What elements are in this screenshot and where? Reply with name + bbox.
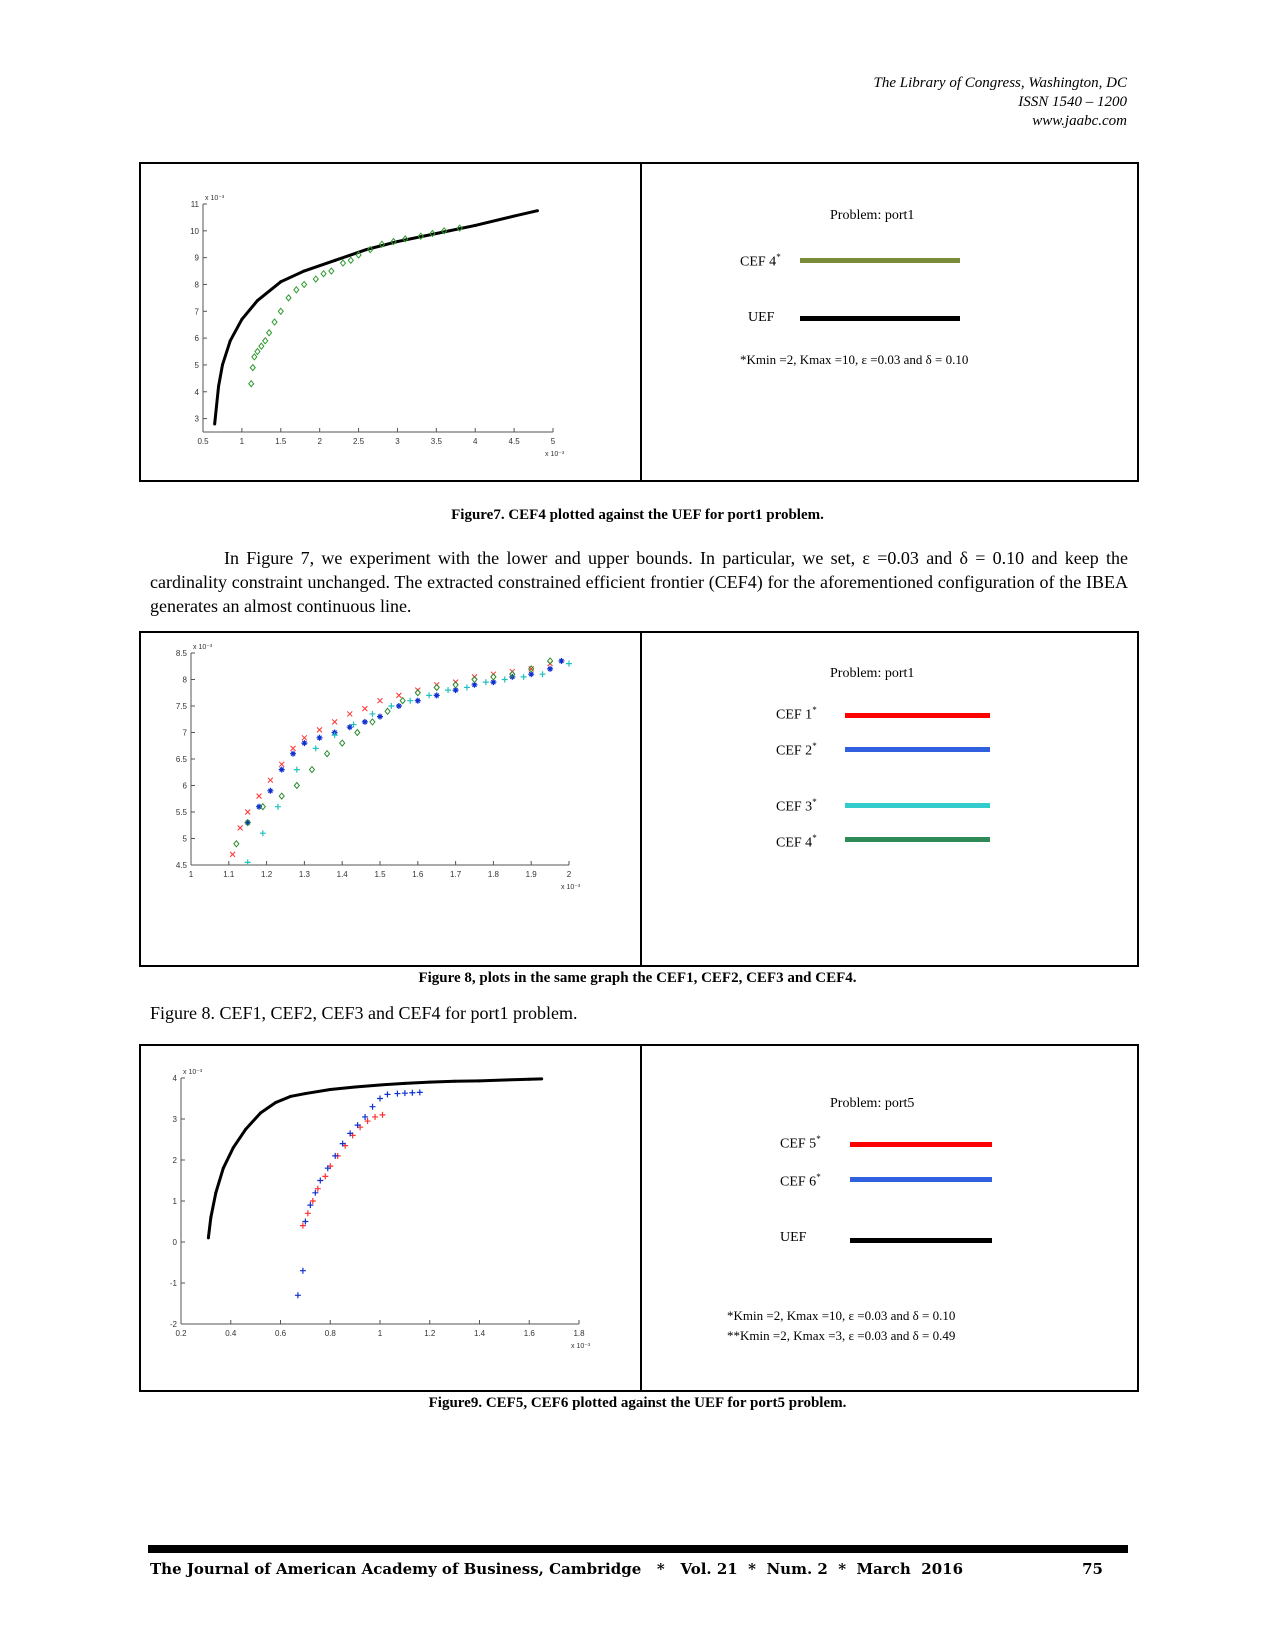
figure9-legend	[642, 1046, 1137, 1390]
fig8-series-cef1-point	[347, 711, 352, 716]
figure7-legend-cef4-swatch	[800, 258, 960, 263]
fig7-x-tick-label: 4	[472, 437, 478, 446]
journal-header	[873, 74, 1127, 131]
figure9-box	[139, 1044, 1139, 1392]
fig8-series-cef4-point	[370, 719, 375, 725]
footer-rule	[148, 1545, 1128, 1553]
fig7-series-cef4-point	[272, 319, 277, 325]
fig8-series-cef2-point	[415, 698, 421, 704]
fig8-series-cef4-point	[400, 698, 405, 704]
fig9-x-tick-label: 0.6	[274, 1329, 287, 1338]
fig8-series-cef3-point	[369, 711, 375, 717]
fig9-series-uef-point	[222, 1167, 225, 1170]
fig9-series-cef6-point	[370, 1104, 376, 1110]
figure7-note: *Kmin =2, Kmax =10, ε =0.03 and δ = 0.10	[740, 352, 969, 367]
fig8-series-cef3-point	[445, 687, 451, 693]
fig9-x-tick-label: 1.6	[523, 1329, 535, 1338]
fig7-series-uef-point	[217, 385, 220, 388]
figure9-legend-cef5-swatch	[850, 1142, 992, 1147]
fig9-x-tick-label: 1	[377, 1329, 383, 1338]
header-line-3: www.jaabc.com	[1032, 113, 1127, 129]
fig9-series-uef-point	[274, 1101, 277, 1104]
fig8-series-cef1-point	[396, 693, 401, 698]
fig9-series-uef-point	[403, 1082, 406, 1085]
fig8-series-cef1-point	[230, 852, 235, 857]
fig8-y-tick-label: 5.5	[175, 808, 187, 817]
footer-journal: The Journal of American Academy of Business, Cambridge * Vol. 21 * Num. 2 * March 2016	[150, 1560, 964, 1578]
fig9-x-tick-label: 0.4	[225, 1329, 237, 1338]
fig8-series-cef2-point	[547, 666, 553, 672]
figure8-legend	[642, 633, 1137, 965]
figure7-caption: Figure7. CEF4 plotted against the UEF for port1 problem.	[451, 507, 824, 523]
fig8-series-cef1-point	[378, 698, 383, 703]
fig7-series-uef-point	[213, 422, 216, 425]
fig8-x-tick-label: 1.7	[450, 870, 462, 879]
fig9-series-uef-line	[208, 1079, 541, 1238]
fig9-x-tick-label: 1.8	[573, 1329, 585, 1338]
fig7-x-tick-label: 1.5	[275, 437, 287, 446]
fig7-y-tick-label: 11	[190, 200, 199, 209]
fig9-series-cef6-point	[317, 1178, 323, 1184]
fig7-y-tick-label: 5	[194, 360, 199, 370]
figure8-legend-cef3: CEF 3*	[776, 797, 817, 815]
fig8-x-tick-label: 1.3	[298, 870, 310, 879]
fig8-y-tick-label: 6.5	[175, 755, 187, 764]
figure7-legend-uef: UEF	[748, 310, 775, 325]
figure9-legend-cef6-swatch	[850, 1177, 992, 1182]
fig8-series-cef2-point	[434, 692, 440, 698]
fig9-y-multiplier: x 10⁻³	[183, 1069, 203, 1076]
fig8-series-cef2-point	[279, 767, 285, 773]
fig7-x-tick-label: 0.5	[197, 437, 209, 446]
fig8-series-cef1-point	[362, 706, 367, 711]
figure8-legend-cef4-swatch	[845, 837, 990, 842]
figure9-legend-uef-swatch	[850, 1238, 992, 1243]
fig8-series-cef1-point	[279, 762, 284, 767]
figure8-box	[139, 631, 1139, 967]
fig7-series-cef4-point	[294, 287, 299, 293]
fig8-series-cef4-point	[325, 751, 330, 757]
fig7-series-uef-line	[215, 211, 538, 424]
fig9-series-uef-point	[354, 1086, 357, 1089]
figure8-plot	[141, 633, 640, 965]
fig8-series-cef3-point	[566, 661, 572, 667]
figure8-caption: Figure 8, plots in the same graph the CEF1, CEF2, CEF3 and CEF4.	[418, 970, 857, 986]
body-paragraph-text: In Figure 7, we experiment with the lower and upper bounds. In particular, we set, ε =0.03 and δ = 0.10 and keep the cardinality constraint unchanged. The extracted constrained efficient frontier (CEF4) for the aforementioned configuration of the IBEA generates an almost continuous line.	[150, 548, 1128, 616]
fig8-series-cef2-point	[267, 788, 273, 794]
figure8-legend-cef2: CEF 2*	[776, 741, 817, 759]
fig8-series-cef3-point	[294, 767, 300, 773]
fig9-x-multiplier: x 10⁻³	[571, 1343, 591, 1350]
fig9-y-tick-label: -1	[169, 1279, 177, 1288]
figure7-problem-label: Problem: port1	[830, 208, 915, 223]
fig7-series-cef4-point	[302, 281, 307, 287]
fig9-series-uef-point	[214, 1191, 217, 1194]
figure7-box	[139, 162, 1139, 482]
figure9-legend-cef5: CEF 5*	[780, 1134, 821, 1152]
fig7-series-uef-point	[303, 270, 306, 273]
fig7-x-tick-label: 4.5	[508, 437, 520, 446]
fig7-x-tick-label: 3	[395, 437, 400, 446]
figure9-problem-label: Problem: port5	[830, 1096, 915, 1111]
fig7-x-tick-label: 1	[239, 437, 245, 446]
fig7-series-cef4-point	[267, 330, 272, 336]
fig9-series-cef5-point	[305, 1210, 311, 1216]
fig7-x-tick-label: 2	[317, 437, 322, 446]
fig9-series-uef-point	[379, 1083, 382, 1086]
fig7-series-cef4-point	[252, 354, 257, 360]
fig8-series-cef4-point	[279, 793, 284, 799]
fig9-y-tick-label: 1	[172, 1197, 177, 1206]
fig8-series-cef1-point	[245, 810, 250, 815]
fig8-series-cef1-point	[238, 825, 243, 830]
fig7-y-tick-label: 9	[194, 253, 199, 263]
fig7-series-cef4-point	[341, 260, 346, 266]
fig9-series-uef-point	[244, 1128, 247, 1131]
fig9-series-uef-point	[289, 1095, 292, 1098]
fig8-x-tick-label: 1.5	[374, 870, 386, 879]
fig8-series-cef3-point	[426, 692, 432, 698]
figure9-legend-uef: UEF	[780, 1230, 807, 1245]
fig9-series-uef-point	[259, 1111, 262, 1114]
fig9-series-uef-point	[540, 1077, 543, 1080]
header-line-1: The Library of Congress, Washington, DC	[873, 75, 1127, 91]
fig8-series-cef2-point	[256, 804, 262, 810]
fig8-y-tick-label: 7.5	[175, 702, 187, 711]
fig7-x-tick-label: 2.5	[352, 437, 365, 446]
fig8-x-tick-label: 1.2	[261, 870, 273, 879]
fig9-x-tick-label: 0.8	[324, 1329, 336, 1338]
fig8-series-cef1-point	[291, 746, 296, 751]
fig8-series-cef3-point	[483, 679, 489, 685]
fig8-series-cef3-point	[313, 745, 319, 751]
fig7-x-tick-label: 3.5	[430, 437, 442, 446]
fig7-series-uef-point	[474, 224, 477, 227]
fig8-series-cef2-point	[377, 714, 383, 720]
fig8-series-cef4-point	[355, 730, 360, 736]
fig8-x-tick-label: 1	[188, 870, 194, 879]
fig8-y-tick-label: 8	[182, 675, 187, 685]
fig8-x-multiplier: x 10⁻³	[561, 884, 581, 891]
figure8-legend-cef4: CEF 4*	[776, 833, 817, 851]
fig7-series-cef4-point	[249, 381, 254, 387]
fig9-series-cef6-point	[409, 1090, 415, 1096]
fig7-y-tick-label: 7	[194, 307, 199, 317]
fig9-series-uef-point	[428, 1081, 431, 1084]
fig9-series-cef6-point	[402, 1090, 408, 1096]
fig7-series-uef-point	[279, 280, 282, 283]
fig9-y-tick-label: 3	[172, 1115, 177, 1124]
fig7-series-cef4-point	[321, 271, 326, 277]
fig8-x-tick-label: 1.1	[223, 870, 235, 879]
figure8-subcaption: Figure 8. CEF1, CEF2, CEF3 and CEF4 for port1 problem.	[150, 1003, 578, 1023]
fig8-series-cef1-point	[529, 666, 534, 671]
fig7-series-cef4-point	[313, 276, 318, 282]
figure9-caption: Figure9. CEF5, CEF6 plotted against the UEF for port5 problem.	[428, 1395, 847, 1411]
fig7-y-tick-label: 3	[194, 414, 199, 424]
fig8-x-tick-label: 1.9	[525, 870, 537, 879]
fig8-series-cef4-point	[294, 783, 299, 789]
fig7-y-tick-label: 8	[194, 280, 199, 290]
fig8-series-cef4-point	[309, 767, 314, 773]
fig9-series-uef-point	[209, 1216, 212, 1219]
fig8-y-tick-label: 7	[182, 728, 187, 738]
figure8-legend-cef1: CEF 1*	[776, 705, 817, 723]
fig8-series-cef2-point	[396, 703, 402, 709]
fig8-series-cef1-point	[257, 794, 262, 799]
fig8-series-cef1-point	[302, 735, 307, 740]
fig8-y-tick-label: 6	[182, 781, 187, 791]
fig9-series-cef5-point	[322, 1173, 328, 1179]
fig7-series-cef4-point	[255, 349, 260, 355]
fig9-series-cef6-point	[417, 1089, 423, 1095]
figure7-legend-uef-swatch	[800, 316, 960, 321]
fig9-series-uef-point	[232, 1146, 235, 1149]
fig9-series-uef-point	[528, 1078, 531, 1081]
fig9-series-uef-point	[329, 1088, 332, 1091]
fig8-x-tick-label: 2	[566, 870, 572, 879]
fig7-y-tick-label: 4	[194, 387, 199, 397]
page-number: 75	[1082, 1560, 1103, 1578]
fig7-x-tick-label: 5	[550, 437, 556, 446]
fig8-series-cef4-point	[234, 841, 239, 847]
fig9-series-uef-point	[304, 1092, 307, 1095]
figure8-problem-label: Problem: port1	[830, 666, 915, 681]
fig9-y-tick-label: 2	[172, 1156, 177, 1165]
fig9-series-uef-point	[478, 1079, 481, 1082]
figure8-legend-cef1-swatch	[845, 713, 990, 718]
fig9-y-tick-label: -2	[169, 1320, 177, 1329]
fig8-series-cef1-point	[268, 778, 273, 783]
fig9-series-uef-point	[453, 1080, 456, 1083]
fig9-series-cef5-point	[372, 1114, 378, 1120]
fig8-series-cef2-point	[362, 719, 368, 725]
fig7-y-tick-label: 6	[194, 334, 199, 344]
fig9-y-tick-label: 4	[172, 1074, 177, 1083]
figure7-plot	[141, 164, 640, 480]
figure8-legend-cef2-swatch	[845, 747, 990, 752]
fig8-y-multiplier: x 10⁻³	[193, 644, 213, 651]
fig8-series-cef3-point	[502, 677, 508, 683]
fig7-series-uef-point	[229, 339, 232, 342]
figure9-note-2: **Kmin =2, Kmax =3, ε =0.03 and δ = 0.49	[727, 1328, 956, 1343]
fig8-series-cef2-point	[558, 658, 564, 664]
fig8-series-cef4-point	[340, 740, 345, 746]
fig8-series-cef3-point	[275, 804, 281, 810]
fig8-series-cef3-point	[388, 703, 394, 709]
fig8-series-cef2-point	[317, 735, 323, 741]
figure7-legend	[642, 164, 1137, 480]
fig9-x-tick-label: 1.4	[473, 1329, 486, 1338]
fig9-series-cef5-point	[379, 1112, 385, 1118]
fig7-x-multiplier: x 10⁻³	[545, 451, 565, 458]
fig8-series-cef3-point	[540, 671, 546, 677]
fig9-series-cef6-point	[394, 1091, 400, 1097]
fig8-y-tick-label: 5	[182, 834, 187, 844]
fig9-y-tick-label: 0	[172, 1238, 177, 1247]
body-paragraph	[150, 546, 1128, 618]
fig7-series-uef-point	[334, 259, 337, 262]
fig8-series-cef3-point	[245, 859, 251, 865]
fig7-series-cef4-point	[259, 343, 264, 349]
fig8-series-cef4-point	[385, 708, 390, 714]
fig7-series-cef4-point	[286, 295, 291, 301]
fig7-y-multiplier: x 10⁻³	[205, 195, 225, 202]
fig7-y-tick-label: 10	[190, 226, 199, 236]
fig8-x-tick-label: 1.6	[412, 870, 424, 879]
fig8-series-cef3-point	[521, 674, 527, 680]
fig7-series-cef4-point	[348, 257, 353, 263]
fig7-series-cef4-point	[263, 338, 268, 344]
fig7-series-uef-point	[513, 215, 516, 218]
fig8-x-tick-label: 1.4	[336, 870, 348, 879]
figure9-legend-cef6: CEF 6*	[780, 1172, 821, 1190]
fig7-series-uef-point	[221, 363, 224, 366]
fig8-series-cef1-point	[317, 727, 322, 732]
header-line-2: ISSN 1540 – 1200	[1018, 94, 1127, 110]
fig9-series-uef-point	[207, 1236, 210, 1239]
fig9-x-tick-label: 1.2	[424, 1329, 436, 1338]
fig7-series-cef4-point	[278, 308, 283, 314]
figure9-note-1: *Kmin =2, Kmax =10, ε =0.03 and δ = 0.10	[727, 1308, 956, 1323]
fig9-series-cef6-point	[300, 1268, 306, 1274]
fig8-y-tick-label: 8.5	[175, 649, 187, 658]
fig8-series-cef1-point	[332, 719, 337, 724]
footer	[150, 1560, 1128, 1578]
fig8-series-cef2-point	[290, 751, 296, 757]
fig7-series-uef-point	[536, 209, 539, 212]
figure9-plot	[141, 1046, 640, 1390]
fig9-series-cef6-point	[384, 1091, 390, 1097]
fig9-series-cef6-point	[295, 1292, 301, 1298]
fig8-series-cef2-point	[301, 740, 307, 746]
fig9-x-tick-label: 0.2	[175, 1329, 187, 1338]
fig8-series-cef3-point	[260, 830, 266, 836]
fig9-series-uef-point	[503, 1079, 506, 1082]
fig7-series-uef-point	[240, 318, 243, 321]
fig8-series-cef3-point	[407, 698, 413, 704]
fig8-x-tick-label: 1.8	[487, 870, 499, 879]
fig7-series-uef-point	[256, 299, 259, 302]
fig7-series-cef4-point	[250, 365, 255, 371]
figure8-legend-cef3-swatch	[845, 803, 990, 808]
fig7-series-cef4-point	[329, 268, 334, 274]
fig8-y-tick-label: 4.5	[175, 861, 187, 870]
fig8-series-cef3-point	[464, 684, 470, 690]
figure7-legend-cef4: CEF 4*	[740, 252, 781, 270]
fig9-series-cef6-point	[377, 1096, 383, 1102]
